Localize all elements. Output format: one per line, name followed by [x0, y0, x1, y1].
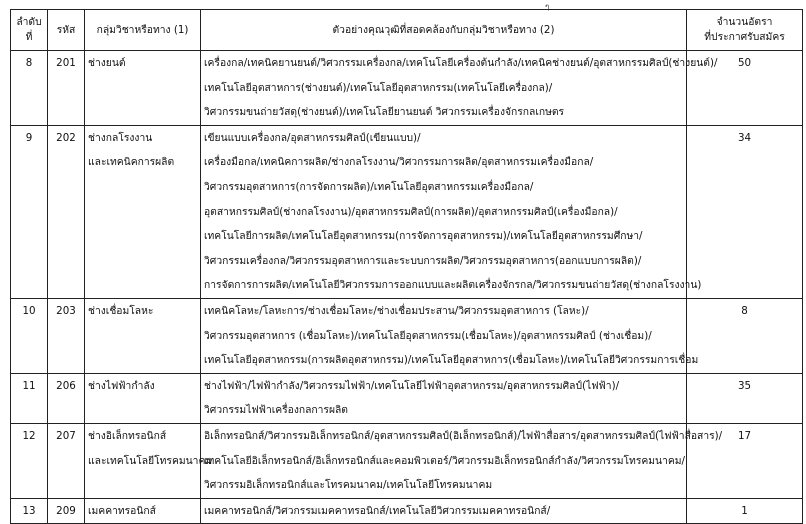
example-line: เทคโนโลยีการผลิต/เทคโนโลยีอุตสาหกรรม(การจัดการอุตสาหกรรม)/เทคโนโลยีอุตสาหกรรมศึกษา/: [204, 230, 643, 243]
row-quota: 1: [687, 498, 803, 524]
qualification-table: [10, 9, 803, 524]
row-order: 10: [11, 298, 48, 373]
row-group: [85, 373, 201, 423]
example-line: การจัดการการผลิต/เทคโนโลยีวิศวกรรมการออกแบบและผลิตเครื่องจักรกล/วิศวกรรมขนถ่ายวัสดุ(ช่างกลโรงงาน): [204, 279, 702, 292]
row-quota: 17: [687, 423, 803, 498]
group-line: ช่างเชื่อมโลหะ: [88, 304, 154, 317]
table-row: [11, 125, 803, 298]
example-line: เขียนแบบเครื่องกล/อุตสาหกรรมศิลป์(เขียนแบบ)/: [204, 131, 421, 144]
row-code: 207: [48, 423, 85, 498]
row-group: [85, 125, 201, 298]
row-code: 203: [48, 298, 85, 373]
header-group: กลุ่มวิชาหรือทาง (1): [85, 10, 201, 51]
header-order: ลำดับที่: [11, 10, 48, 51]
group-line: และเทคนิคการผลิต: [88, 156, 175, 169]
row-quota: 34: [687, 125, 803, 298]
group-line: ช่างกลโรงงาน: [88, 131, 153, 144]
example-line: วิศวกรรมขนถ่ายวัสดุ(ช่างยนต์)/เทคโนโลยียานยนต์ วิศวกรรมเครื่องจักรกลเกษตร: [204, 106, 565, 119]
header-code: รหัส: [48, 10, 85, 51]
header-quota-line1: จำนวนอัตรา: [716, 16, 773, 28]
example-line: เครื่องกล/เทคนิคยานยนต์/วิศวกรรมเครื่องกล/เทคโนโลยีเครื่องต้นกำลัง/เทคนิคช่างยนต์/อุตสาหกรรมศิลป์(ช่างยนต์)/: [204, 57, 718, 69]
table-row: [11, 298, 803, 373]
row-examples: [201, 423, 723, 498]
row-order: 11: [11, 373, 48, 423]
row-code: 206: [48, 373, 85, 423]
group-line: และเทคโนโลยีโทรคมนาคม: [88, 454, 213, 467]
row-code: 201: [48, 51, 85, 126]
header-quota-line2: ที่ประกาศรับสมัคร: [704, 31, 785, 43]
row-examples: [201, 498, 687, 524]
example-line: เครื่องมือกล/เทคนิคการผลิต/ช่างกลโรงงาน/วิศวกรรมการผลิต/อุตสาหกรรมเครื่องมือกล/: [204, 156, 594, 169]
example-line: เทคโนโลยีอุตสาหกรรม(การผลิตอุตสาหกรรม)/เทคโนโลยีอุตสาหการ(เชื่อมโลหะ)/เทคโนโลยีวิศวกรรมการเชื่อม: [204, 354, 699, 367]
table-row: [11, 51, 803, 126]
row-code: 202: [48, 125, 85, 298]
row-group: [85, 51, 201, 126]
row-examples: [201, 51, 718, 126]
group-line: ช่างยนต์: [88, 57, 126, 69]
row-examples: [201, 298, 699, 373]
header-quota: [687, 10, 803, 51]
example-line: ช่างไฟฟ้า/ไฟฟ้ากำลัง/วิศวกรรมไฟฟ้า/เทคโนโลยีไฟฟ้าอุตสาหกรรม/อุตสาหกรรมศิลป์(ไฟฟ้า)/: [204, 379, 620, 392]
row-order: 13: [11, 498, 48, 524]
example-line: วิศวกรรมอุตสาหการ (เชื่อมโลหะ)/เทคโนโลยีอุตสาหกรรม(เชื่อมโลหะ)/อุตสาหกรรมศิลป์ (ช่างเชื่อม)/: [204, 329, 652, 342]
example-line: เทคโนโลยีอิเล็กทรอนิกส์/อิเล็กทรอนิกส์และคอมพิวเตอร์/วิศวกรรมอิเล็กทรอนิกส์กำลัง/วิศวกรรมโทรคมนาคม/: [204, 454, 686, 467]
row-code: 209: [48, 498, 85, 524]
row-group: [85, 298, 201, 373]
table-row: [11, 423, 803, 498]
example-line: เมคคาทรอนิกส์/วิศวกรรมเมคคาทรอนิกส์/เทคโนโลยีวิศวกรรมเมคคาทรอนิกส์/: [204, 504, 551, 517]
example-line: เทคโนโลยีอุตสาหการ(ช่างยนต์)/เทคโนโลยีอุตสาหกรรม(เทคโนโลยีเครื่องกล)/: [204, 81, 553, 94]
row-quota: 35: [687, 373, 803, 423]
example-line: อิเล็กทรอนิกส์/วิศวกรรมอิเล็กทรอนิกส์/อุตสาหกรรมศิลป์(อิเล็กทรอนิกส์)/ไฟฟ้าสื่อสาร/อุตสาหกรรมศิลป์(ไฟฟ้าสื่อสาร)/: [204, 429, 723, 442]
row-group: [85, 423, 213, 498]
example-line: วิศวกรรมอุตสาหการ(การจัดการผลิต)/เทคโนโลยีอุตสาหกรรมเครื่องมือกล/: [204, 180, 534, 193]
group-line: ช่างอิเล็กทรอนิกส์: [88, 429, 167, 442]
example-line: วิศวกรรมอิเล็กทรอนิกส์และโทรคมนาคม/เทคโนโลยีโทรคมนาคม: [204, 479, 493, 492]
row-examples: [201, 373, 687, 423]
row-quota: 8: [687, 298, 803, 373]
example-line: วิศวกรรมไฟฟ้าเครื่องกลการผลิต: [204, 404, 348, 417]
group-line: เมคคาทรอนิกส์: [88, 504, 156, 517]
group-line: ช่างไฟฟ้ากำลัง: [88, 379, 155, 392]
table-row: [11, 498, 803, 524]
example-line: อุตสาหกรรมศิลป์(ช่างกลโรงงาน)/อุตสาหกรรมศิลป์(การผลิต)/อุตสาหกรรมศิลป์(เครื่องมือกล)/: [204, 205, 618, 218]
example-line: เทคนิคโลหะ/โลหะการ/ช่างเชื่อมโลหะ/ช่างเชื่อมประสาน/วิศวกรรมอุตสาหการ (โลหะ)/: [204, 304, 589, 317]
row-order: 12: [11, 423, 48, 498]
row-order: 9: [11, 125, 48, 298]
example-line: วิศวกรรมเครื่องกล/วิศวกรรมอุตสาหการและระบบการผลิต/วิศวกรรมอุตสาหการ(ออกแบบการผลิต)/: [204, 254, 642, 267]
row-quota: 50: [687, 51, 803, 126]
table-row: [11, 373, 803, 423]
page-mark: ๆ: [545, 2, 550, 11]
row-group: [85, 498, 201, 524]
header-examples: ตัวอย่างคุณวุฒิที่สอดคล้องกับกลุ่มวิชาหรือทาง (2): [201, 10, 687, 51]
row-examples: [201, 125, 702, 298]
row-order: 8: [11, 51, 48, 126]
table-header-row: [11, 10, 803, 51]
